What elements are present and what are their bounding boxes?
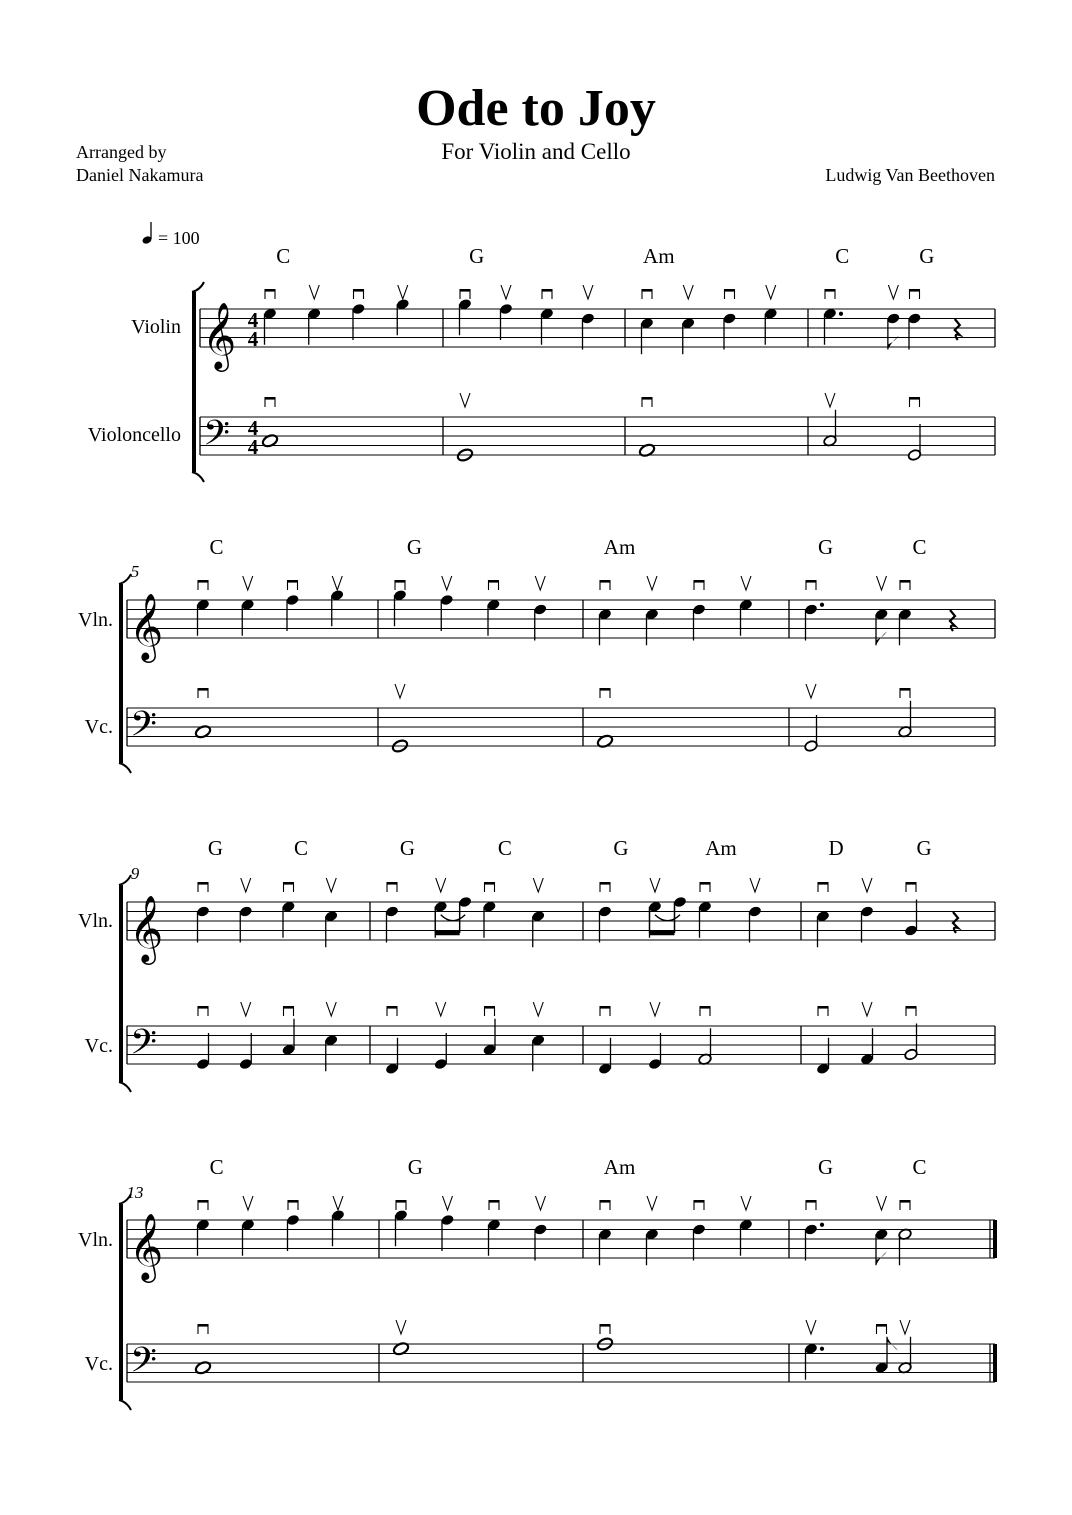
down-bow-icon-bar: [600, 1324, 611, 1327]
chord-symbol: C: [912, 535, 927, 559]
down-bow-icon-bar: [700, 1006, 711, 1009]
violin-short-label: Vln.: [78, 1229, 113, 1251]
up-bow-icon: [806, 1320, 816, 1334]
cello-short-label: Vc.: [84, 1353, 113, 1375]
chord-symbol: C: [209, 1155, 224, 1179]
up-bow-icon: [442, 576, 452, 590]
down-bow-icon-bar: [600, 1006, 611, 1009]
system-1: [192, 244, 995, 482]
up-bow-icon: [806, 684, 816, 698]
up-bow-icon: [583, 285, 593, 299]
down-bow-icon-bar: [198, 688, 209, 691]
bracket-bottom: [119, 1400, 131, 1410]
up-bow-icon: [326, 878, 336, 892]
dot: [820, 603, 824, 607]
chord-symbol: G: [207, 836, 224, 860]
up-bow-icon: [443, 1196, 453, 1210]
violin-short-label: Vln.: [78, 910, 113, 932]
arranger-label: Arranged by: [76, 142, 167, 162]
up-bow-icon: [501, 285, 511, 299]
down-bow-icon-bar: [265, 397, 276, 400]
dot: [820, 1347, 824, 1351]
down-bow-icon-bar: [724, 289, 735, 292]
down-bow-icon-bar: [600, 882, 611, 885]
up-bow-icon: [460, 393, 470, 407]
down-bow-icon-bar: [806, 580, 817, 583]
down-bow-icon-bar: [198, 1324, 209, 1327]
up-bow-icon: [650, 1002, 660, 1016]
piece-title: Ode to Joy: [416, 80, 656, 137]
down-bow-icon-bar: [909, 289, 920, 292]
bass-clef-icon: 𝄢: [130, 703, 158, 753]
down-bow-icon-bar: [909, 397, 920, 400]
slur: [655, 915, 680, 921]
bracket-bottom: [119, 1082, 131, 1092]
up-bow-icon: [877, 576, 887, 590]
down-bow-icon-bar: [906, 1006, 917, 1009]
up-bow-icon: [436, 878, 446, 892]
up-bow-icon: [766, 285, 776, 299]
up-bow-icon: [396, 1320, 406, 1334]
music-systems: [119, 244, 995, 1410]
up-bow-icon: [650, 878, 660, 892]
system-3: [119, 836, 995, 1092]
cello-label: Violoncello: [87, 424, 181, 446]
composer-name: Ludwig Van Beethoven: [825, 165, 995, 185]
up-bow-icon: [243, 1196, 253, 1210]
up-bow-icon: [241, 1002, 251, 1016]
chord-symbol: G: [406, 535, 423, 559]
down-bow-icon-bar: [287, 580, 298, 583]
system-4: [119, 1155, 995, 1410]
down-bow-icon-bar: [387, 882, 398, 885]
system-2: [119, 535, 995, 773]
chord-symbol: C: [294, 836, 309, 860]
chord-symbol: C: [209, 535, 224, 559]
down-bow-icon-bar: [283, 1006, 294, 1009]
quarter-rest-icon: [955, 319, 960, 340]
down-bow-icon-bar: [396, 1200, 407, 1203]
chord-symbol: C: [835, 244, 850, 268]
down-bow-icon-bar: [906, 882, 917, 885]
bracket-top: [119, 574, 131, 584]
up-bow-icon: [825, 393, 835, 407]
chord-symbol: Am: [705, 836, 737, 860]
time-signature-top: 4: [247, 416, 259, 440]
down-bow-icon-bar: [900, 1200, 911, 1203]
chord-symbol: Am: [603, 1155, 636, 1179]
chord-symbol: Am: [603, 535, 636, 559]
down-bow-icon-bar: [265, 289, 276, 292]
chord-symbol: C: [497, 836, 512, 860]
measure-number: 9: [130, 864, 140, 883]
down-bow-icon-bar: [288, 1200, 299, 1203]
chord-symbol: G: [817, 535, 834, 559]
down-bow-icon-bar: [387, 1006, 398, 1009]
up-bow-icon: [398, 285, 408, 299]
bracket-bottom: [192, 472, 204, 482]
down-bow-icon-bar: [600, 580, 611, 583]
up-bow-icon: [741, 1196, 751, 1210]
cello-short-label: Vc.: [84, 716, 113, 738]
down-bow-icon-bar: [876, 1324, 887, 1327]
slur: [441, 915, 465, 921]
chord-symbol: C: [912, 1155, 927, 1179]
bass-clef-icon: 𝄢: [130, 1339, 158, 1389]
chord-symbol: Am: [643, 244, 675, 268]
up-bow-icon: [647, 576, 657, 590]
down-bow-icon-bar: [694, 1200, 705, 1203]
measure-number: 13: [126, 1183, 144, 1202]
treble-clef-icon: 𝄞: [129, 1212, 164, 1280]
chord-symbol: G: [817, 1155, 834, 1179]
measure-number: 5: [130, 562, 140, 581]
down-bow-icon-bar: [900, 688, 911, 691]
up-bow-icon: [683, 285, 693, 299]
down-bow-icon-bar: [818, 882, 829, 885]
up-bow-icon: [741, 576, 751, 590]
treble-clef-icon: 𝄞: [129, 592, 164, 660]
chord-symbol: G: [919, 244, 935, 268]
chord-symbol: G: [916, 836, 932, 860]
tempo-value: = 100: [158, 228, 200, 248]
bracket-bottom: [119, 763, 131, 773]
up-bow-icon: [332, 576, 342, 590]
down-bow-icon-bar: [484, 1006, 495, 1009]
chord-symbol: C: [276, 244, 291, 268]
up-bow-icon: [535, 576, 545, 590]
chord-symbol: G: [399, 836, 415, 860]
down-bow-icon-bar: [825, 289, 836, 292]
time-signature-top: 4: [247, 308, 259, 332]
up-bow-icon: [333, 1196, 343, 1210]
violin-label: Violin: [131, 316, 181, 338]
down-bow-icon-bar: [600, 688, 611, 691]
down-bow-icon-bar: [353, 289, 364, 292]
up-bow-icon: [877, 1196, 887, 1210]
down-bow-icon-bar: [198, 1200, 209, 1203]
down-bow-icon-bar: [198, 1006, 209, 1009]
down-bow-icon-bar: [806, 1200, 817, 1203]
treble-clef-icon: 𝄞: [129, 894, 164, 962]
down-bow-icon-bar: [900, 580, 911, 583]
up-bow-icon: [647, 1196, 657, 1210]
up-bow-icon: [533, 1002, 543, 1016]
up-bow-icon: [309, 285, 319, 299]
chord-symbol: G: [613, 836, 629, 860]
time-signature-bottom: 4: [247, 435, 259, 459]
down-bow-icon-bar: [818, 1006, 829, 1009]
bass-clef-icon: 𝄢: [203, 412, 231, 462]
quarter-rest-icon: [950, 610, 955, 631]
down-bow-icon-bar: [460, 289, 471, 292]
bracket-top: [119, 875, 131, 885]
down-bow-icon-bar: [642, 397, 653, 400]
down-bow-icon-bar: [488, 580, 499, 583]
down-bow-icon-bar: [700, 882, 711, 885]
up-bow-icon: [536, 1196, 546, 1210]
chord-symbol: G: [469, 244, 485, 268]
down-bow-icon-bar: [198, 580, 209, 583]
dot: [820, 1223, 824, 1227]
piece-subtitle: For Violin and Cello: [441, 139, 631, 164]
arranger-name: Daniel Nakamura: [76, 165, 204, 185]
up-bow-icon: [862, 1002, 872, 1016]
down-bow-icon-bar: [489, 1200, 500, 1203]
down-bow-icon-bar: [600, 1200, 611, 1203]
up-bow-icon: [750, 878, 760, 892]
up-bow-icon: [395, 684, 405, 698]
down-bow-icon-bar: [283, 882, 294, 885]
time-signature-bottom: 4: [247, 327, 259, 351]
down-bow-icon-bar: [395, 580, 406, 583]
down-bow-icon-bar: [642, 289, 653, 292]
dot: [839, 312, 843, 316]
up-bow-icon: [326, 1002, 336, 1016]
treble-clef-icon: 𝄞: [202, 301, 237, 369]
tempo-marking: [141, 222, 199, 248]
violin-short-label: Vln.: [78, 609, 113, 631]
bass-clef-icon: 𝄢: [130, 1021, 158, 1071]
up-bow-icon: [241, 878, 251, 892]
down-bow-icon-bar: [542, 289, 553, 292]
down-bow-icon-bar: [694, 580, 705, 583]
up-bow-icon: [900, 1320, 910, 1334]
up-bow-icon: [862, 878, 872, 892]
down-bow-icon-bar: [198, 882, 209, 885]
up-bow-icon: [888, 285, 898, 299]
up-bow-icon: [436, 1002, 446, 1016]
quarter-rest-icon: [953, 912, 958, 933]
up-bow-icon: [533, 878, 543, 892]
down-bow-icon-bar: [484, 882, 495, 885]
bracket-top: [192, 282, 204, 292]
chord-symbol: G: [407, 1155, 423, 1179]
cello-short-label: Vc.: [84, 1035, 113, 1057]
up-bow-icon: [243, 576, 253, 590]
chord-symbol: D: [828, 836, 844, 860]
